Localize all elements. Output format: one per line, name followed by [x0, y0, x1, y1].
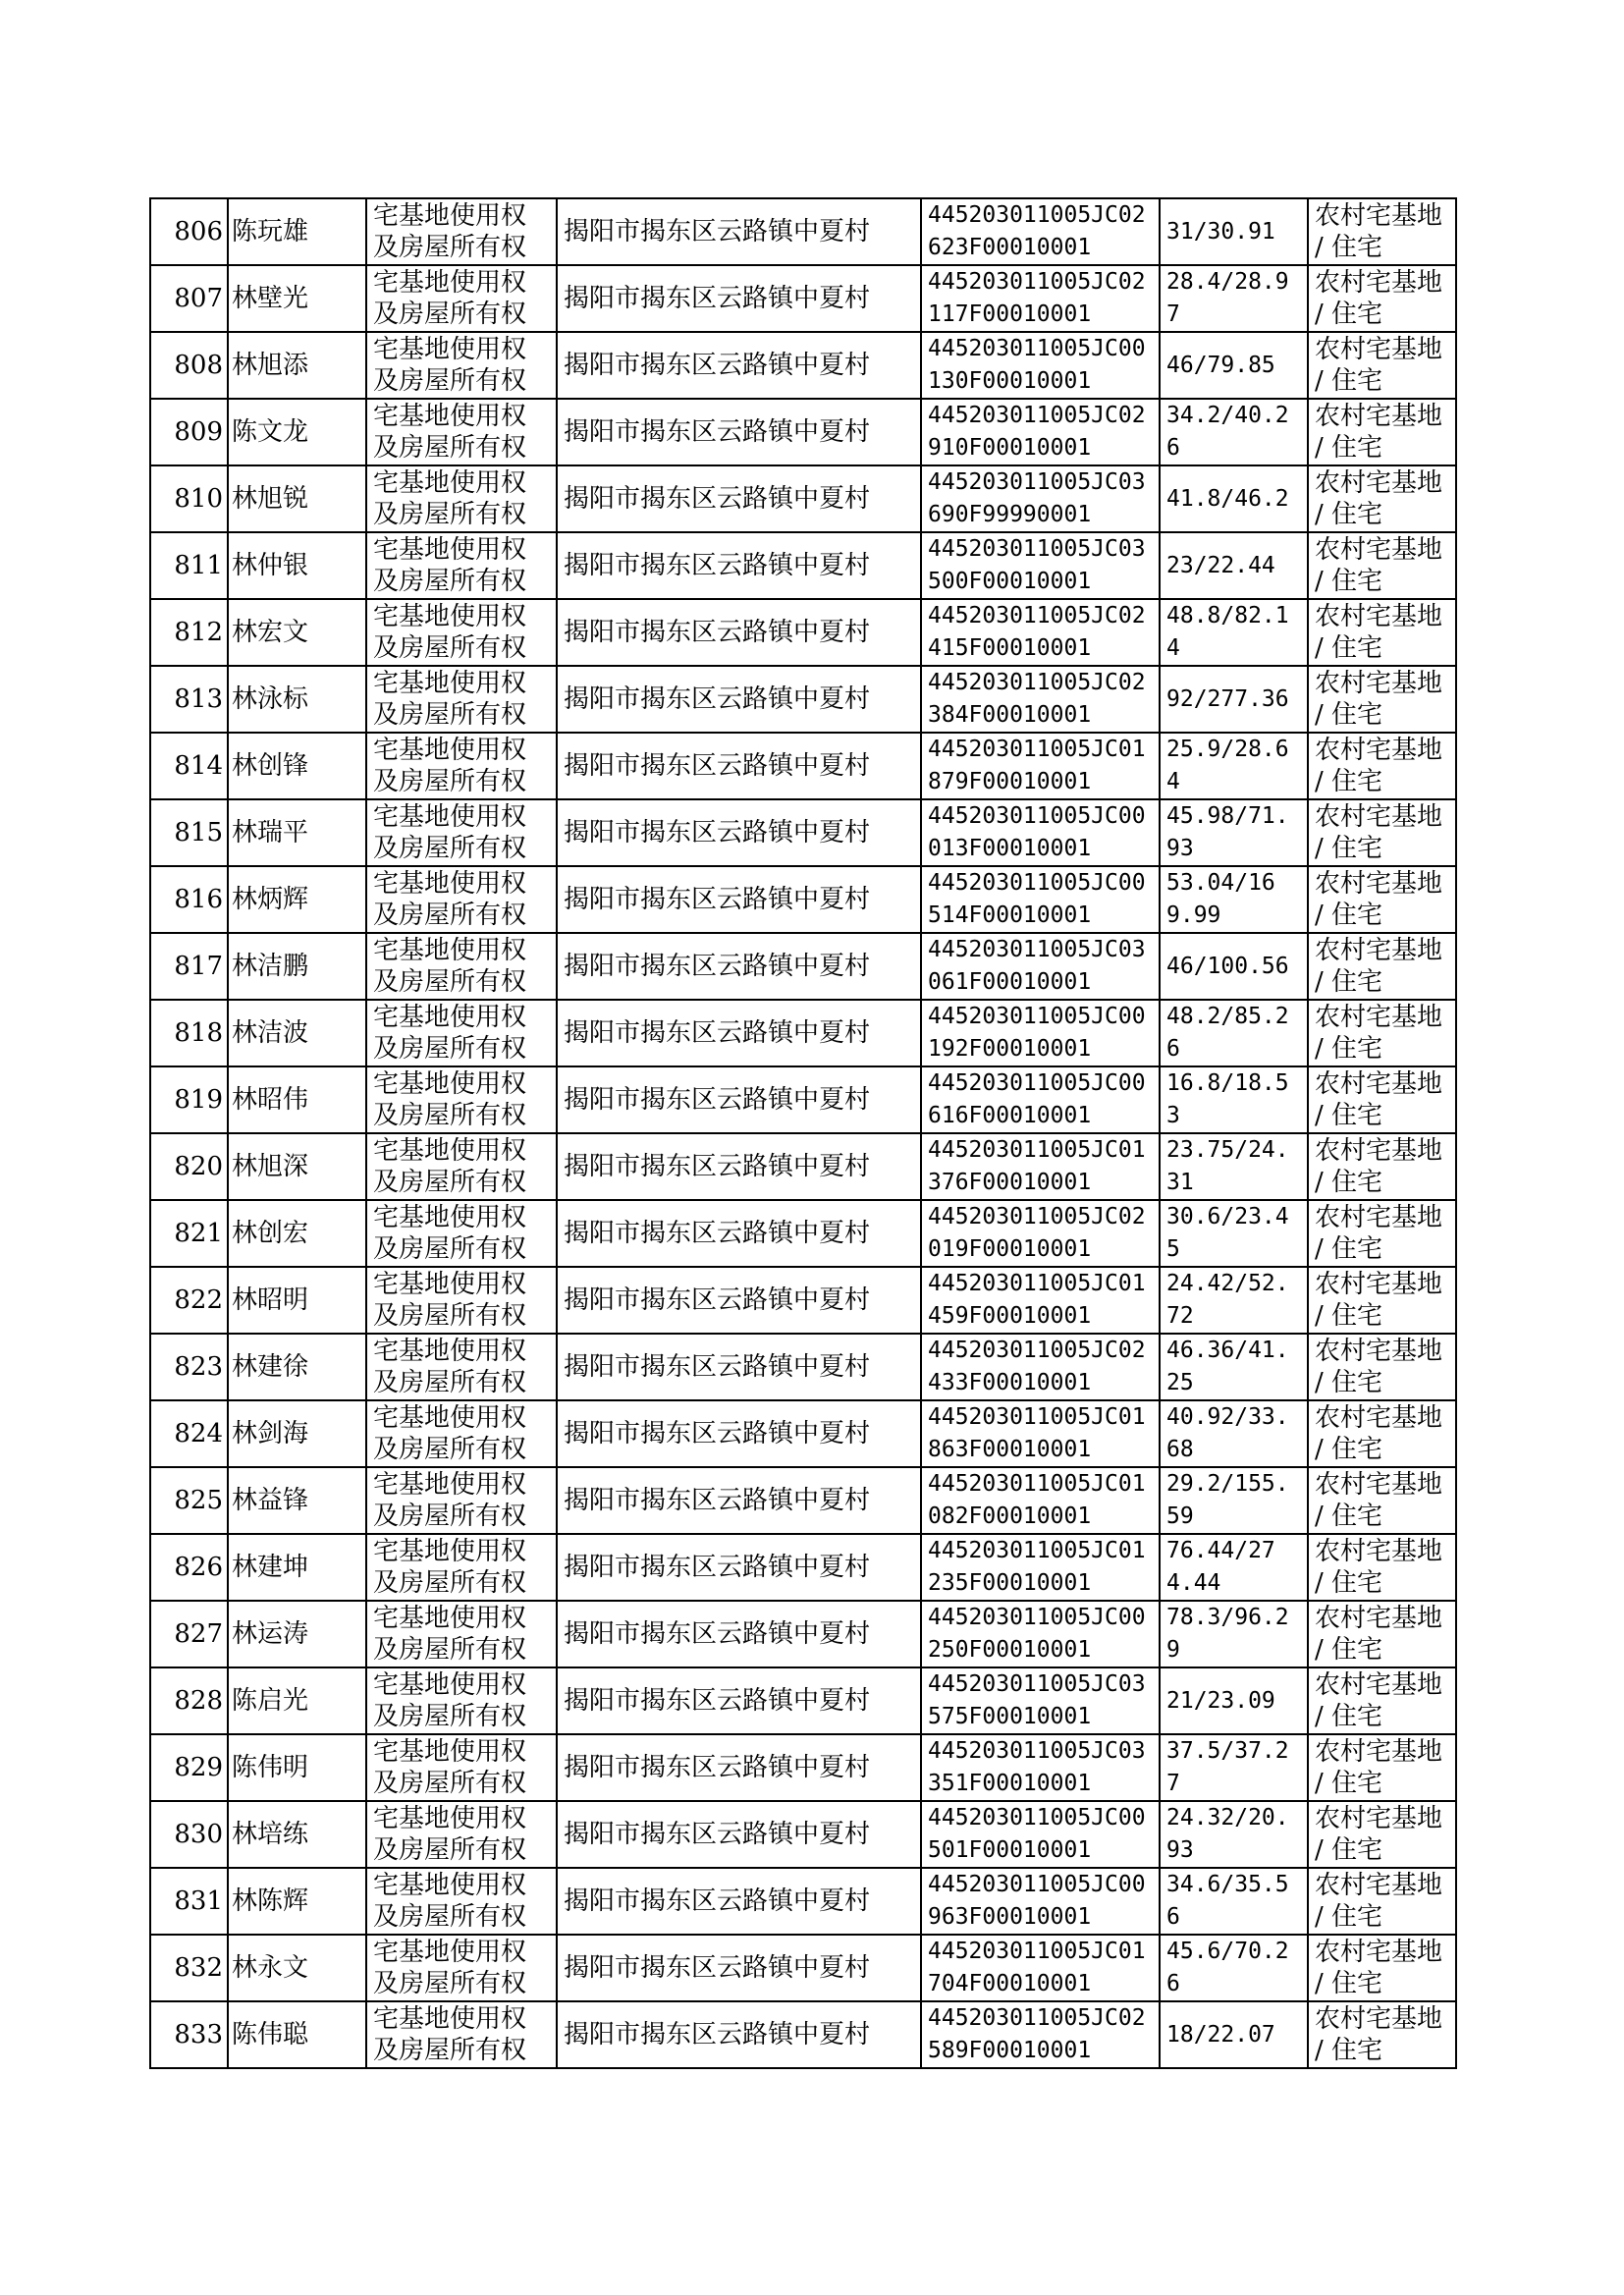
- area-value-cell: 21/23.09: [1160, 1667, 1308, 1734]
- area-value-cell: 41.8/46.2: [1160, 465, 1308, 532]
- property-location-cell: 揭阳市揭东区云路镇中夏村: [557, 1066, 921, 1133]
- property-location-cell: 揭阳市揭东区云路镇中夏村: [557, 1334, 921, 1400]
- owner-name-cell: 林陈辉: [228, 1868, 366, 1935]
- land-use-cell: 农村宅基地 / 住宅: [1308, 1267, 1456, 1334]
- table-row: [150, 1601, 1456, 1667]
- area-value-cell: 23/22.44: [1160, 532, 1308, 599]
- land-use-cell: 农村宅基地 / 住宅: [1308, 198, 1456, 265]
- record-number-cell: 833: [150, 2001, 228, 2068]
- record-number-cell: 806: [150, 198, 228, 265]
- owner-name-cell: 林洁波: [228, 1000, 366, 1066]
- record-number-cell: 822: [150, 1267, 228, 1334]
- owner-name-cell: 林泳标: [228, 666, 366, 733]
- table-row: [150, 532, 1456, 599]
- land-use-cell: 农村宅基地 / 住宅: [1308, 1066, 1456, 1133]
- table-row: [150, 1200, 1456, 1267]
- land-use-cell: 农村宅基地 / 住宅: [1308, 1534, 1456, 1601]
- land-use-cell: 农村宅基地 / 住宅: [1308, 1200, 1456, 1267]
- land-use-cell: 农村宅基地 / 住宅: [1308, 933, 1456, 1000]
- owner-name-cell: 林旭深: [228, 1133, 366, 1200]
- record-number-cell: 817: [150, 933, 228, 1000]
- record-number-cell: 830: [150, 1801, 228, 1868]
- table-row: [150, 1400, 1456, 1467]
- table-row: [150, 265, 1456, 332]
- right-type-cell: 宅基地使用权及房屋所有权: [366, 1734, 557, 1801]
- unit-code-cell: 445203011005JC02415F00010001: [921, 599, 1160, 666]
- property-location-cell: 揭阳市揭东区云路镇中夏村: [557, 1133, 921, 1200]
- record-number-cell: 811: [150, 532, 228, 599]
- owner-name-cell: 林瑞平: [228, 799, 366, 866]
- table-row: [150, 332, 1456, 399]
- unit-code-cell: 445203011005JC02623F00010001: [921, 198, 1160, 265]
- unit-code-cell: 445203011005JC01704F00010001: [921, 1935, 1160, 2001]
- record-number-cell: 813: [150, 666, 228, 733]
- unit-code-cell: 445203011005JC00013F00010001: [921, 799, 1160, 866]
- right-type-cell: 宅基地使用权及房屋所有权: [366, 1467, 557, 1534]
- land-use-cell: 农村宅基地 / 住宅: [1308, 532, 1456, 599]
- area-value-cell: 16.8/18.53: [1160, 1066, 1308, 1133]
- record-number-cell: 821: [150, 1200, 228, 1267]
- property-location-cell: 揭阳市揭东区云路镇中夏村: [557, 465, 921, 532]
- record-number-cell: 814: [150, 733, 228, 799]
- area-value-cell: 25.9/28.64: [1160, 733, 1308, 799]
- area-value-cell: 46.36/41.25: [1160, 1334, 1308, 1400]
- record-number-cell: 819: [150, 1066, 228, 1133]
- unit-code-cell: 445203011005JC03500F00010001: [921, 532, 1160, 599]
- property-location-cell: 揭阳市揭东区云路镇中夏村: [557, 799, 921, 866]
- record-number-cell: 826: [150, 1534, 228, 1601]
- land-use-cell: 农村宅基地 / 住宅: [1308, 465, 1456, 532]
- area-value-cell: 76.44/274.44: [1160, 1534, 1308, 1601]
- area-value-cell: 30.6/23.45: [1160, 1200, 1308, 1267]
- right-type-cell: 宅基地使用权及房屋所有权: [366, 733, 557, 799]
- land-use-cell: 农村宅基地 / 住宅: [1308, 1467, 1456, 1534]
- right-type-cell: 宅基地使用权及房屋所有权: [366, 1066, 557, 1133]
- record-number-cell: 832: [150, 1935, 228, 2001]
- property-location-cell: 揭阳市揭东区云路镇中夏村: [557, 1935, 921, 2001]
- unit-code-cell: 445203011005JC00250F00010001: [921, 1601, 1160, 1667]
- property-location-cell: 揭阳市揭东区云路镇中夏村: [557, 1200, 921, 1267]
- record-number-cell: 810: [150, 465, 228, 532]
- unit-code-cell: 445203011005JC01376F00010001: [921, 1133, 1160, 1200]
- right-type-cell: 宅基地使用权及房屋所有权: [366, 1534, 557, 1601]
- land-use-cell: 农村宅基地 / 住宅: [1308, 332, 1456, 399]
- property-location-cell: 揭阳市揭东区云路镇中夏村: [557, 2001, 921, 2068]
- owner-name-cell: 林壁光: [228, 265, 366, 332]
- right-type-cell: 宅基地使用权及房屋所有权: [366, 1868, 557, 1935]
- table-row: [150, 2001, 1456, 2068]
- record-number-cell: 829: [150, 1734, 228, 1801]
- owner-name-cell: 林创宏: [228, 1200, 366, 1267]
- owner-name-cell: 陈伟明: [228, 1734, 366, 1801]
- property-location-cell: 揭阳市揭东区云路镇中夏村: [557, 733, 921, 799]
- record-number-cell: 818: [150, 1000, 228, 1066]
- area-value-cell: 53.04/169.99: [1160, 866, 1308, 933]
- property-location-cell: 揭阳市揭东区云路镇中夏村: [557, 1734, 921, 1801]
- table-row: [150, 465, 1456, 532]
- record-number-cell: 831: [150, 1868, 228, 1935]
- table-row: [150, 866, 1456, 933]
- land-use-cell: 农村宅基地 / 住宅: [1308, 799, 1456, 866]
- right-type-cell: 宅基地使用权及房屋所有权: [366, 866, 557, 933]
- owner-name-cell: 林创锋: [228, 733, 366, 799]
- property-location-cell: 揭阳市揭东区云路镇中夏村: [557, 666, 921, 733]
- unit-code-cell: 445203011005JC00192F00010001: [921, 1000, 1160, 1066]
- property-location-cell: 揭阳市揭东区云路镇中夏村: [557, 933, 921, 1000]
- table-row: [150, 198, 1456, 265]
- right-type-cell: 宅基地使用权及房屋所有权: [366, 198, 557, 265]
- unit-code-cell: 445203011005JC01863F00010001: [921, 1400, 1160, 1467]
- unit-code-cell: 445203011005JC02384F00010001: [921, 666, 1160, 733]
- property-location-cell: 揭阳市揭东区云路镇中夏村: [557, 532, 921, 599]
- area-value-cell: 92/277.36: [1160, 666, 1308, 733]
- record-number-cell: 807: [150, 265, 228, 332]
- owner-name-cell: 林宏文: [228, 599, 366, 666]
- property-location-cell: 揭阳市揭东区云路镇中夏村: [557, 1467, 921, 1534]
- area-value-cell: 31/30.91: [1160, 198, 1308, 265]
- property-location-cell: 揭阳市揭东区云路镇中夏村: [557, 1534, 921, 1601]
- unit-code-cell: 445203011005JC02117F00010001: [921, 265, 1160, 332]
- owner-name-cell: 林永文: [228, 1935, 366, 2001]
- right-type-cell: 宅基地使用权及房屋所有权: [366, 599, 557, 666]
- owner-name-cell: 林旭添: [228, 332, 366, 399]
- table-row: [150, 1133, 1456, 1200]
- table-row: [150, 1734, 1456, 1801]
- property-location-cell: 揭阳市揭东区云路镇中夏村: [557, 1801, 921, 1868]
- unit-code-cell: 445203011005JC01082F00010001: [921, 1467, 1160, 1534]
- right-type-cell: 宅基地使用权及房屋所有权: [366, 1334, 557, 1400]
- right-type-cell: 宅基地使用权及房屋所有权: [366, 933, 557, 1000]
- area-value-cell: 45.6/70.26: [1160, 1935, 1308, 2001]
- right-type-cell: 宅基地使用权及房屋所有权: [366, 532, 557, 599]
- owner-name-cell: 林仲银: [228, 532, 366, 599]
- right-type-cell: 宅基地使用权及房屋所有权: [366, 332, 557, 399]
- table-row: [150, 1534, 1456, 1601]
- table-row: [150, 1267, 1456, 1334]
- record-number-cell: 823: [150, 1334, 228, 1400]
- record-number-cell: 815: [150, 799, 228, 866]
- unit-code-cell: 445203011005JC03351F00010001: [921, 1734, 1160, 1801]
- property-location-cell: 揭阳市揭东区云路镇中夏村: [557, 1000, 921, 1066]
- right-type-cell: 宅基地使用权及房屋所有权: [366, 1935, 557, 2001]
- area-value-cell: 48.2/85.26: [1160, 1000, 1308, 1066]
- table-row: [150, 1000, 1456, 1066]
- unit-code-cell: 445203011005JC00501F00010001: [921, 1801, 1160, 1868]
- unit-code-cell: 445203011005JC00963F00010001: [921, 1868, 1160, 1935]
- record-number-cell: 824: [150, 1400, 228, 1467]
- land-use-cell: 农村宅基地 / 住宅: [1308, 1801, 1456, 1868]
- land-use-cell: 农村宅基地 / 住宅: [1308, 1334, 1456, 1400]
- owner-name-cell: 林剑海: [228, 1400, 366, 1467]
- land-use-cell: 农村宅基地 / 住宅: [1308, 1667, 1456, 1734]
- right-type-cell: 宅基地使用权及房屋所有权: [366, 265, 557, 332]
- table-row: [150, 399, 1456, 465]
- right-type-cell: 宅基地使用权及房屋所有权: [366, 666, 557, 733]
- unit-code-cell: 445203011005JC01879F00010001: [921, 733, 1160, 799]
- property-location-cell: 揭阳市揭东区云路镇中夏村: [557, 866, 921, 933]
- unit-code-cell: 445203011005JC01235F00010001: [921, 1534, 1160, 1601]
- owner-name-cell: 陈启光: [228, 1667, 366, 1734]
- property-location-cell: 揭阳市揭东区云路镇中夏村: [557, 599, 921, 666]
- land-use-cell: 农村宅基地 / 住宅: [1308, 1133, 1456, 1200]
- area-value-cell: 34.6/35.56: [1160, 1868, 1308, 1935]
- right-type-cell: 宅基地使用权及房屋所有权: [366, 399, 557, 465]
- land-use-cell: 农村宅基地 / 住宅: [1308, 1868, 1456, 1935]
- land-use-cell: 农村宅基地 / 住宅: [1308, 599, 1456, 666]
- record-number-cell: 816: [150, 866, 228, 933]
- unit-code-cell: 445203011005JC03575F00010001: [921, 1667, 1160, 1734]
- registry-table: [149, 197, 1457, 2069]
- right-type-cell: 宅基地使用权及房屋所有权: [366, 465, 557, 532]
- owner-name-cell: 林旭锐: [228, 465, 366, 532]
- owner-name-cell: 林建坤: [228, 1534, 366, 1601]
- record-number-cell: 812: [150, 599, 228, 666]
- owner-name-cell: 林培练: [228, 1801, 366, 1868]
- unit-code-cell: 445203011005JC00514F00010001: [921, 866, 1160, 933]
- owner-name-cell: 林运涛: [228, 1601, 366, 1667]
- property-location-cell: 揭阳市揭东区云路镇中夏村: [557, 1400, 921, 1467]
- table-row: [150, 1334, 1456, 1400]
- unit-code-cell: 445203011005JC00130F00010001: [921, 332, 1160, 399]
- owner-name-cell: 陈玩雄: [228, 198, 366, 265]
- owner-name-cell: 陈伟聪: [228, 2001, 366, 2068]
- right-type-cell: 宅基地使用权及房屋所有权: [366, 1000, 557, 1066]
- table-row: [150, 666, 1456, 733]
- right-type-cell: 宅基地使用权及房屋所有权: [366, 1200, 557, 1267]
- area-value-cell: 24.42/52.72: [1160, 1267, 1308, 1334]
- unit-code-cell: 445203011005JC02433F00010001: [921, 1334, 1160, 1400]
- land-use-cell: 农村宅基地 / 住宅: [1308, 1400, 1456, 1467]
- right-type-cell: 宅基地使用权及房屋所有权: [366, 1667, 557, 1734]
- land-use-cell: 农村宅基地 / 住宅: [1308, 666, 1456, 733]
- area-value-cell: 18/22.07: [1160, 2001, 1308, 2068]
- land-use-cell: 农村宅基地 / 住宅: [1308, 1601, 1456, 1667]
- table-row: [150, 1667, 1456, 1734]
- table-row: [150, 599, 1456, 666]
- area-value-cell: 37.5/37.27: [1160, 1734, 1308, 1801]
- land-use-cell: 农村宅基地 / 住宅: [1308, 1734, 1456, 1801]
- land-use-cell: 农村宅基地 / 住宅: [1308, 265, 1456, 332]
- table-row: [150, 1467, 1456, 1534]
- table-row: [150, 799, 1456, 866]
- unit-code-cell: 445203011005JC02910F00010001: [921, 399, 1160, 465]
- property-location-cell: 揭阳市揭东区云路镇中夏村: [557, 1601, 921, 1667]
- right-type-cell: 宅基地使用权及房屋所有权: [366, 1801, 557, 1868]
- table-row: [150, 1935, 1456, 2001]
- land-use-cell: 农村宅基地 / 住宅: [1308, 399, 1456, 465]
- land-use-cell: 农村宅基地 / 住宅: [1308, 2001, 1456, 2068]
- area-value-cell: 23.75/24.31: [1160, 1133, 1308, 1200]
- table-row: [150, 1868, 1456, 1935]
- area-value-cell: 29.2/155.59: [1160, 1467, 1308, 1534]
- area-value-cell: 46/100.56: [1160, 933, 1308, 1000]
- property-location-cell: 揭阳市揭东区云路镇中夏村: [557, 1267, 921, 1334]
- land-use-cell: 农村宅基地 / 住宅: [1308, 733, 1456, 799]
- area-value-cell: 78.3/96.29: [1160, 1601, 1308, 1667]
- owner-name-cell: 林昭伟: [228, 1066, 366, 1133]
- record-number-cell: 820: [150, 1133, 228, 1200]
- area-value-cell: 34.2/40.26: [1160, 399, 1308, 465]
- property-location-cell: 揭阳市揭东区云路镇中夏村: [557, 1667, 921, 1734]
- owner-name-cell: 林昭明: [228, 1267, 366, 1334]
- right-type-cell: 宅基地使用权及房屋所有权: [366, 1400, 557, 1467]
- record-number-cell: 809: [150, 399, 228, 465]
- table-row: [150, 1066, 1456, 1133]
- right-type-cell: 宅基地使用权及房屋所有权: [366, 1133, 557, 1200]
- property-location-cell: 揭阳市揭东区云路镇中夏村: [557, 332, 921, 399]
- table-row: [150, 933, 1456, 1000]
- property-location-cell: 揭阳市揭东区云路镇中夏村: [557, 198, 921, 265]
- unit-code-cell: 445203011005JC02589F00010001: [921, 2001, 1160, 2068]
- right-type-cell: 宅基地使用权及房屋所有权: [366, 2001, 557, 2068]
- land-use-cell: 农村宅基地 / 住宅: [1308, 866, 1456, 933]
- right-type-cell: 宅基地使用权及房屋所有权: [366, 1267, 557, 1334]
- area-value-cell: 28.4/28.97: [1160, 265, 1308, 332]
- owner-name-cell: 林建徐: [228, 1334, 366, 1400]
- unit-code-cell: 445203011005JC00616F00010001: [921, 1066, 1160, 1133]
- area-value-cell: 45.98/71.93: [1160, 799, 1308, 866]
- owner-name-cell: 林洁鹏: [228, 933, 366, 1000]
- property-location-cell: 揭阳市揭东区云路镇中夏村: [557, 399, 921, 465]
- area-value-cell: 40.92/33.68: [1160, 1400, 1308, 1467]
- record-number-cell: 827: [150, 1601, 228, 1667]
- owner-name-cell: 林益锋: [228, 1467, 366, 1534]
- unit-code-cell: 445203011005JC01459F00010001: [921, 1267, 1160, 1334]
- property-location-cell: 揭阳市揭东区云路镇中夏村: [557, 265, 921, 332]
- table-row: [150, 733, 1456, 799]
- property-location-cell: 揭阳市揭东区云路镇中夏村: [557, 1868, 921, 1935]
- record-number-cell: 808: [150, 332, 228, 399]
- right-type-cell: 宅基地使用权及房屋所有权: [366, 799, 557, 866]
- area-value-cell: 46/79.85: [1160, 332, 1308, 399]
- record-number-cell: 825: [150, 1467, 228, 1534]
- land-use-cell: 农村宅基地 / 住宅: [1308, 1000, 1456, 1066]
- owner-name-cell: 林炳辉: [228, 866, 366, 933]
- unit-code-cell: 445203011005JC03061F00010001: [921, 933, 1160, 1000]
- record-number-cell: 828: [150, 1667, 228, 1734]
- area-value-cell: 24.32/20.93: [1160, 1801, 1308, 1868]
- owner-name-cell: 陈文龙: [228, 399, 366, 465]
- unit-code-cell: 445203011005JC02019F00010001: [921, 1200, 1160, 1267]
- land-use-cell: 农村宅基地 / 住宅: [1308, 1935, 1456, 2001]
- registry-table-body: [150, 198, 1456, 2068]
- unit-code-cell: 445203011005JC03690F99990001: [921, 465, 1160, 532]
- table-row: [150, 1801, 1456, 1868]
- area-value-cell: 48.8/82.14: [1160, 599, 1308, 666]
- right-type-cell: 宅基地使用权及房屋所有权: [366, 1601, 557, 1667]
